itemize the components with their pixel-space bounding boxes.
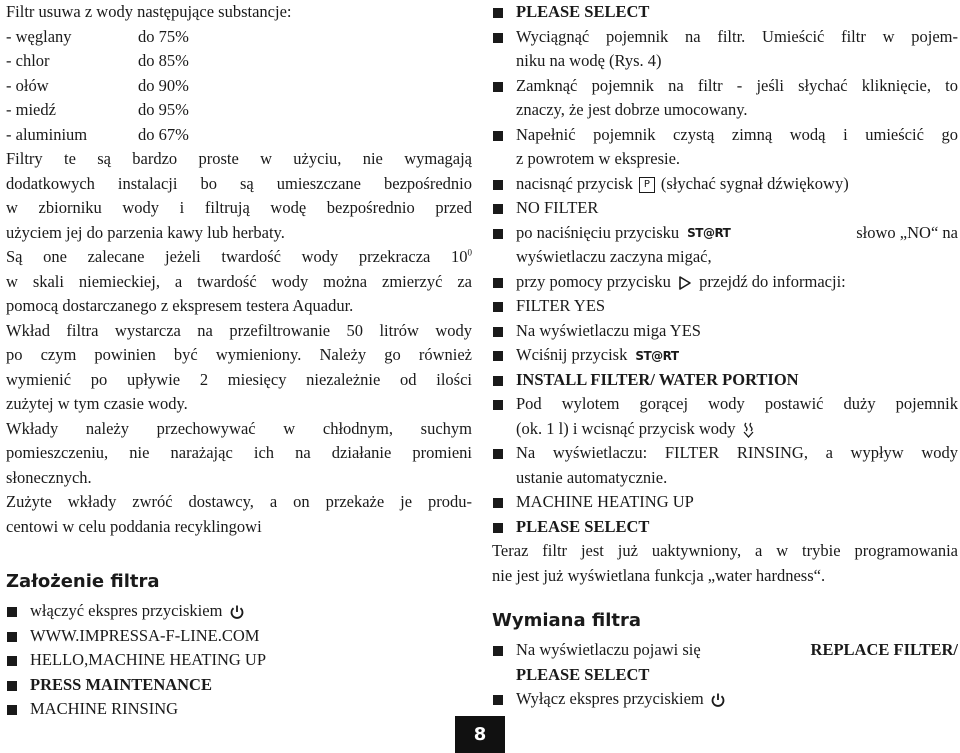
section-heading: Założenie filtra <box>6 571 160 592</box>
paragraph-line: Wkłady należy przechowywać w chłodnym, suchym <box>6 418 472 438</box>
bullet-square <box>493 400 503 410</box>
bullet-square <box>7 656 17 666</box>
paragraph-line: Wkład filtra wystarcza na przefiltrowanie 50 litrów wody <box>6 320 472 340</box>
list-item-text: (słychać sygnał dźwiękowy) <box>660 173 849 193</box>
list-item-text: Napełnić pojemnik czystą zimną wodą i umieścić go <box>516 124 958 144</box>
substance-row <box>6 49 472 74</box>
paragraph-line: w zbiorniku wody i filtrują wodę bezpośrednio przed <box>6 198 472 217</box>
substance-row <box>6 123 472 148</box>
bullet-square <box>7 681 17 691</box>
list-item-text: Na wyświetlaczu: FILTER RINSING, a wypływ wody <box>516 443 958 462</box>
list-item-text: włączyć ekspres przyciskiem <box>30 601 223 620</box>
substance-name: - aluminium <box>6 124 88 144</box>
bullet-square <box>7 705 17 715</box>
list-item <box>6 673 472 698</box>
paragraph-line: Zużyte wkłady zwróć dostawcy, a on przekaże je produ- <box>6 492 472 511</box>
list-item-text: FILTER YES <box>516 296 606 315</box>
list-item-continuation: znaczy, że jest dobrze umocowany. <box>516 100 748 119</box>
substance-name: - węglany <box>6 26 72 46</box>
list-item <box>492 687 958 712</box>
list-item-text: po naciśnięciu przycisku <box>516 222 680 242</box>
bullet-square <box>493 82 503 92</box>
substance-value: do 75% <box>138 26 189 46</box>
bullet-square <box>493 327 503 337</box>
list-item-text: Pod wylotem gorącej wody postawić duży pojemnik <box>516 394 958 413</box>
paragraph-line: nie jest już wyświetlana funkcja „water hardness“. <box>492 565 826 585</box>
list-item-text: przy pomocy przycisku <box>516 271 671 291</box>
list-item <box>6 599 472 624</box>
hardness-text: Są one zalecane jeżeli twardość wody przekracza 10 <box>6 247 468 266</box>
list-item-text: WWW.IMPRESSA-F-LINE.COM <box>30 625 260 645</box>
substance-value: do 95% <box>138 100 189 119</box>
bullet-square <box>493 204 503 214</box>
list-item <box>492 441 958 466</box>
bullet-square <box>493 351 503 361</box>
list-item-text: przejdź do informacji: <box>699 271 846 291</box>
right-column <box>492 0 958 712</box>
substance-value: do 90% <box>138 75 189 95</box>
list-item-text: HELLO,MACHINE HEATING UP <box>30 650 267 669</box>
list-item <box>492 196 958 221</box>
paragraph-line <box>6 245 472 270</box>
bullet-square <box>493 302 503 312</box>
list-item-continuation: niku na wodę (Rys. 4) <box>516 51 662 70</box>
list-item-text: REPLACE FILTER/ <box>810 640 958 659</box>
list-item <box>492 270 958 295</box>
list-item-text: nacisnąć przycisk <box>516 173 633 193</box>
list-item-text: (ok. 1 l) i wcisnąć przycisk wody <box>516 418 736 438</box>
list-item-text: PLEASE SELECT <box>516 516 650 536</box>
list-item <box>492 123 958 148</box>
list-item-text: Wyłącz ekspres przyciskiem <box>516 689 704 708</box>
list-item-continuation: ustanie automatycznie. <box>516 467 668 487</box>
list-item <box>492 319 958 344</box>
substance-row <box>6 74 472 99</box>
section-heading: Wymiana filtra <box>492 610 642 631</box>
list-item-continuation: PLEASE SELECT <box>516 664 650 684</box>
list-item <box>492 368 958 393</box>
bullet-square <box>493 180 503 190</box>
p-button-icon: P <box>639 177 655 193</box>
list-item <box>492 25 958 50</box>
list-item <box>492 0 958 25</box>
list-item-text: MACHINE HEATING UP <box>516 492 694 511</box>
list-item-text: Na wyświetlaczu pojawi się <box>516 640 701 659</box>
substance-row <box>6 25 472 50</box>
intro-text: Filtr usuwa z wody następujące substancje: <box>6 2 292 21</box>
paragraph-line: Filtry te są bardzo proste w użyciu, nie wymagają <box>6 149 472 168</box>
list-item <box>492 515 958 540</box>
start-button-icon: ST@RT <box>687 225 731 240</box>
substance-name: - chlor <box>6 51 50 70</box>
paragraph-line: użyciem jej do parzenia kawy lub herbaty. <box>6 222 285 242</box>
substance-name: - miedź <box>6 100 56 119</box>
bullet-square <box>493 449 503 459</box>
list-item-text: PRESS MAINTENANCE <box>30 674 212 694</box>
list-item-continuation <box>492 417 958 442</box>
list-item <box>492 172 958 197</box>
bullet-square <box>493 498 503 508</box>
paragraph-line: słonecznych. <box>6 467 92 487</box>
degree-sup: 0 <box>467 247 472 258</box>
list-item <box>6 648 472 673</box>
bullet-square <box>493 695 503 705</box>
bullet-square <box>493 376 503 386</box>
list-item-continuation: z powrotem w ekspresie. <box>516 149 681 168</box>
bullet-square <box>493 646 503 656</box>
bullet-square <box>493 523 503 533</box>
page-number: 8 <box>455 716 505 753</box>
list-item <box>492 74 958 99</box>
bullet-square <box>493 33 503 43</box>
list-item-text: MACHINE RINSING <box>30 699 179 718</box>
hot-water-icon <box>742 422 756 438</box>
list-item <box>492 490 958 515</box>
substance-value: do 67% <box>138 124 189 144</box>
paragraph-line: wymienić po upływie 2 miesięcy niezależnie od ilości <box>6 369 472 389</box>
substance-row <box>6 98 472 123</box>
list-item <box>6 624 472 649</box>
list-item <box>492 638 958 663</box>
substance-value: do 85% <box>138 51 189 70</box>
list-item-continuation: wyświetlaczu zaczyna migać, <box>516 247 712 266</box>
paragraph-line: pomocą dostarczanego z ekspresem testera Aquadur. <box>6 296 354 315</box>
list-item-text: Wyciągnąć pojemnik na filtr. Umieścić filtr w pojem- <box>516 26 958 46</box>
list-item-text: Zamknąć pojemnik na filtr - jeśli słychać kliknięcie, to <box>516 75 958 95</box>
list-item <box>492 392 958 417</box>
list-item-text: słowo „NO“ na <box>856 222 958 242</box>
bullet-square <box>493 131 503 141</box>
power-icon <box>710 692 726 708</box>
paragraph-line: centowi w celu poddania recyklingowi <box>6 516 262 536</box>
paragraph-line: w skali niemieckiej, a twardość wody można zmierzyć za <box>6 271 472 291</box>
bullet-square <box>493 8 503 18</box>
bullet-square <box>493 278 503 288</box>
list-item-text: Wciśnij przycisk <box>516 345 628 364</box>
bullet-square <box>7 632 17 642</box>
paragraph-line: pomieszczeniu, nie narażając ich na działanie promieni <box>6 443 472 462</box>
list-item <box>492 343 958 368</box>
list-item <box>492 221 958 246</box>
list-item <box>492 294 958 319</box>
start-button-icon: ST@RT <box>635 348 679 363</box>
play-arrow-icon <box>677 275 693 291</box>
list-item-text: INSTALL FILTER/ WATER PORTION <box>516 369 799 389</box>
list-item-text: NO FILTER <box>516 198 599 217</box>
paragraph-line: zużytej w tym czasie wody. <box>6 394 188 413</box>
list-item-text: Na wyświetlaczu miga YES <box>516 320 701 340</box>
power-icon <box>229 604 245 620</box>
bullet-square <box>493 229 503 239</box>
list-item <box>6 697 472 722</box>
list-item-text: PLEASE SELECT <box>516 2 650 21</box>
paragraph-line: dodatkowych instalacji bo są umieszczane bezpośrednio <box>6 173 472 193</box>
paragraph-line: po czym powinien być wymieniony. Należy go również <box>6 345 472 364</box>
paragraph-line: Teraz filtr jest już uaktywniony, a w trybie programowania <box>492 541 958 560</box>
substance-name: - ołów <box>6 75 49 95</box>
left-column <box>6 0 472 722</box>
bullet-square <box>7 607 17 617</box>
